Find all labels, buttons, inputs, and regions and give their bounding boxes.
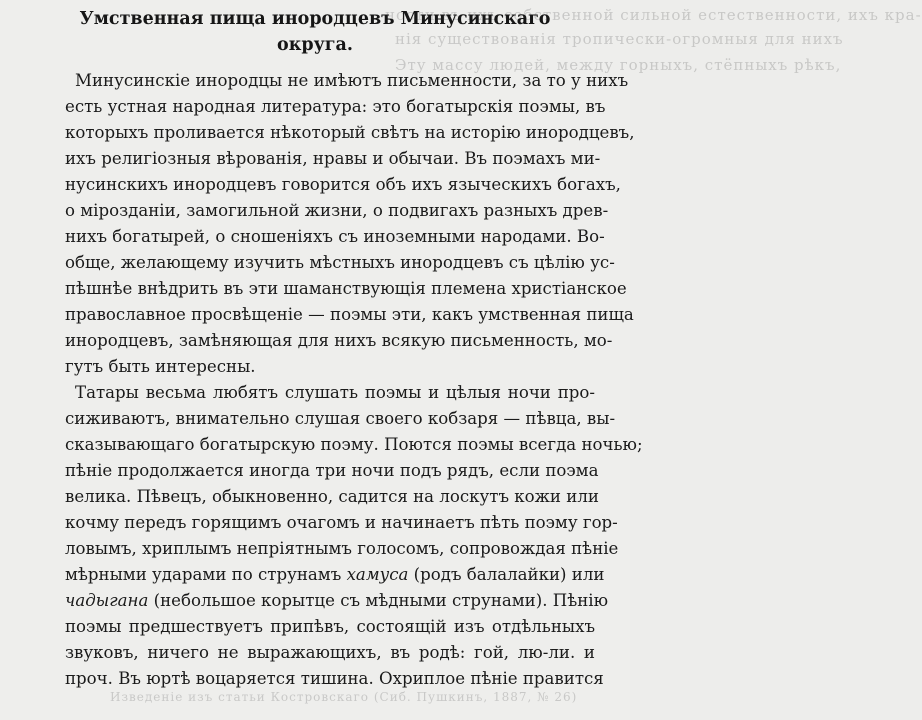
italic-term-chadygan: чадыгана — [65, 591, 149, 610]
paragraph-line: которыхъ проливается нѣкоторый свѣтъ на исторію инородцевъ, — [65, 123, 635, 142]
paragraph-line: обще, желающему изучить мѣстныхъ инородцевъ съ цѣлію ус- — [65, 253, 615, 272]
paragraph-line: Татары весьма любятъ слушать поэмы и цѣлыя ночи про- — [75, 383, 595, 402]
paragraph-line: проч. Въ юртѣ воцаряется тишина. Охриплое пѣніе правится — [65, 669, 604, 688]
paragraph-line: пѣніе продолжается иногда три ночи подъ рядъ, если поэма — [65, 461, 599, 480]
paragraph-line: нусинскихъ инородцевъ говорится объ ихъ языческихъ богахъ, — [65, 175, 621, 194]
article-title-line-2: округа. — [277, 35, 353, 55]
paragraph-line: ихъ религіозныя вѣрованія, нравы и обычаи. Въ поэмахъ ми- — [65, 149, 601, 168]
paragraph-line: ловымъ, хриплымъ непріятнымъ голосомъ, сопровождая пѣніе — [65, 539, 619, 558]
paragraph-line: звуковъ, ничего не выражающихъ, въ родѣ: гой, лю-ли. и — [65, 643, 595, 662]
paragraph-line: инородцевъ, замѣняющая для нихъ всякую письменность, мо- — [65, 331, 613, 350]
paragraph-line: есть устная народная литература: это богатырскія поэмы, въ — [65, 97, 606, 116]
paragraph-line: сказывающаго богатырскую поэму. Поются поэмы всегда ночью; — [65, 435, 643, 454]
line-text: (небольшое корытце съ мѣдными струнами). Пѣнію — [153, 591, 609, 610]
bleed-through-text: Изведеніе изъ статьи Костровскаго (Сиб. Пушкинъ, 1887, № 26) — [110, 690, 578, 704]
paragraph-line: о мірозданіи, замогильной жизни, о подвигахъ разныхъ древ- — [65, 201, 609, 220]
italic-term-khamus: хамуса — [346, 565, 409, 584]
paragraph-line: пѣшнѣе внѣдрить въ эти шаманствующія племена христіанское — [65, 279, 627, 298]
paragraph-line: гутъ быть интересны. — [65, 357, 256, 376]
paragraph-line: сиживаютъ, внимательно слушая своего кобзаря — пѣвца, вы- — [65, 409, 616, 428]
paragraph-line: Минусинскіе инородцы не имѣютъ письменности, за то у нихъ — [75, 71, 629, 90]
paragraph-line: поэмы предшествуетъ припѣвъ, состоящій изъ отдѣльныхъ — [65, 617, 595, 636]
paragraph-line: нихъ богатырей, о сношеніяхъ съ иноземными народами. Во- — [65, 227, 605, 246]
paragraph-line — [65, 588, 609, 614]
bleed-through-text: ности въ ихъ собственной сильной естественности, ихъ кра- — [385, 6, 922, 24]
bleed-through-text: Эту массу людей, между горныхъ, стёпныхъ рѣкъ, — [395, 56, 842, 74]
line-text: мѣрными ударами по струнамъ — [65, 565, 342, 584]
bleed-through-text: нія существованія тропически-огромныя для нихъ — [395, 30, 844, 48]
article-title-line-1: Умственная пища инородцевъ Минусинскаго — [79, 9, 551, 29]
paragraph-line: велика. Пѣвецъ, обыкновенно, садится на лоскутъ кожи или — [65, 487, 599, 506]
paragraph-line: православное просвѣщеніе — поэмы эти, какъ умственная пища — [65, 305, 634, 324]
paragraph-line: кочму передъ горящимъ очагомъ и начинаетъ пѣть поэму гор- — [65, 513, 618, 532]
paragraph-line — [65, 562, 605, 588]
line-text: (родъ балалайки) или — [413, 565, 605, 584]
